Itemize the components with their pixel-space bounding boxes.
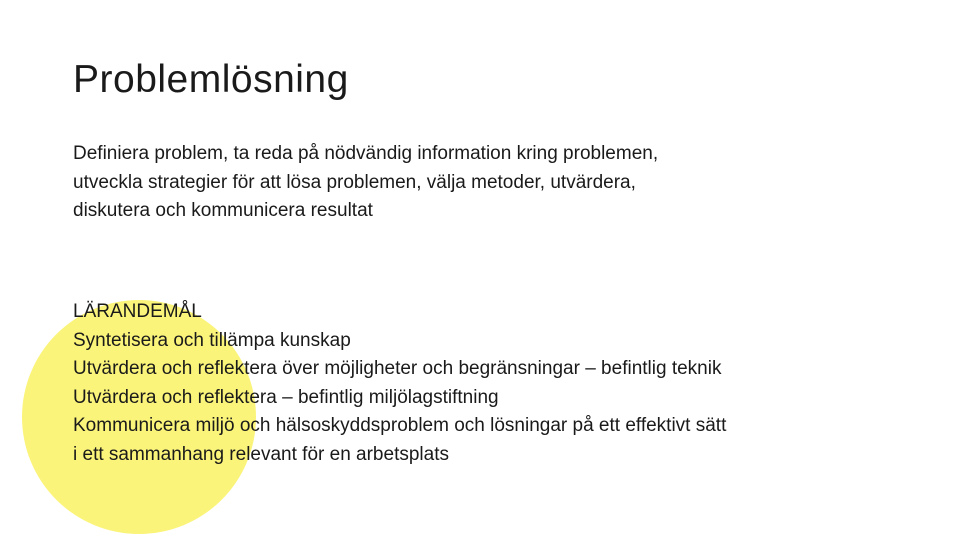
objectives-heading: LÄRANDEMÅL (73, 301, 202, 322)
learning-objectives (73, 298, 873, 469)
slide-title: Problemlösning (73, 58, 349, 101)
objective-item: Syntetisera och tillämpa kunskap (73, 329, 351, 351)
objective-item: Kommunicera miljö och hälsoskyddsproblem och lösningar på ett effektivt sätt (73, 415, 727, 436)
objective-item: Utvärdera och reflektera över möjligheter och begränsningar – befintlig teknik (73, 358, 722, 379)
objective-item: Utvärdera och reflektera – befintlig miljölagstiftning (73, 386, 499, 408)
description-line: Definiera problem, ta reda på nödvändig information kring problemen, (73, 143, 659, 164)
description-line: utveckla strategier för att lösa problemen, välja metoder, utvärdera, (73, 171, 636, 193)
description-line: diskutera och kommunicera resultat (73, 200, 373, 221)
objective-item: i ett sammanhang relevant för en arbetsplats (73, 443, 449, 465)
slide-description (73, 140, 813, 226)
